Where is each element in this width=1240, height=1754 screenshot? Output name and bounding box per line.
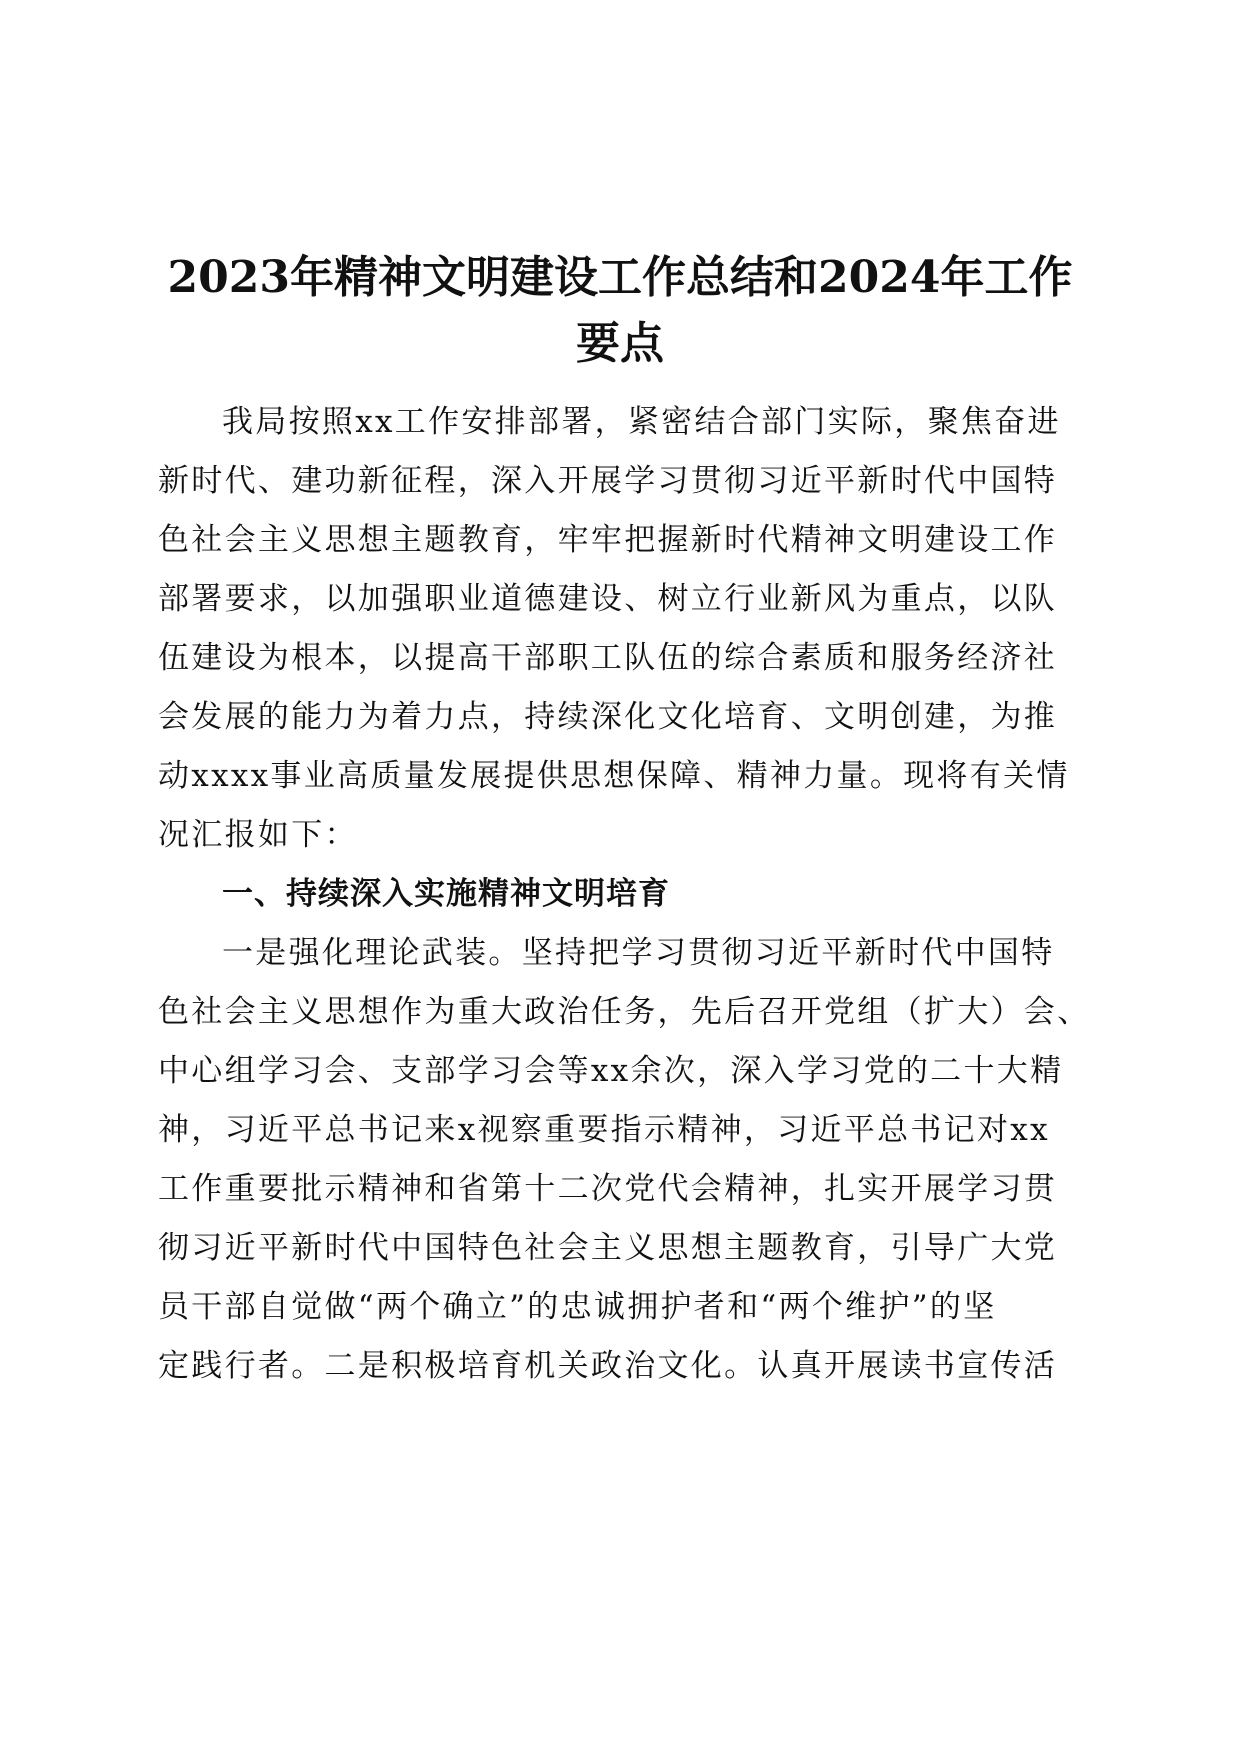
body-line-2: 色社会主义思想作为重大政治任务，先后召开党组（扩大）会、 <box>158 994 1091 1030</box>
body-line-5: 工作重要批示精神和省第十二次党代会精神，扎实开展学习贯 <box>158 1171 1058 1207</box>
document-title-line-1: 2023年精神文明建设工作总结和2024年工作 <box>167 252 1073 303</box>
intro-line-1: 我局按照xx工作安排部署，紧密结合部门实际，聚焦奋进 <box>222 404 1061 440</box>
intro-line-7: 动xxxx事业高质量发展提供思想保障、精神力量。现将有关情 <box>158 758 1070 794</box>
intro-line-2: 新时代、建功新征程，深入开展学习贯彻习近平新时代中国特 <box>158 463 1058 499</box>
body-line-6: 彻习近平新时代中国特色社会主义思想主题教育，引导广大党 <box>158 1230 1058 1266</box>
intro-line-5: 伍建设为根本，以提高干部职工队伍的综合素质和服务经济社 <box>158 640 1058 676</box>
intro-line-6: 会发展的能力为着力点，持续深化文化培育、文明创建，为推 <box>158 699 1058 735</box>
body-line-8: 定践行者。二是积极培育机关政治文化。认真开展读书宣传活 <box>158 1348 1058 1384</box>
body-line-3: 中心组学习会、支部学习会等xx余次，深入学习党的二十大精 <box>158 1053 1064 1089</box>
body-line-7: 员干部自觉做“两个确立”的忠诚拥护者和“两个维护”的坚 <box>158 1289 997 1325</box>
document-title-line-2: 要点 <box>576 318 664 369</box>
section-heading: 一、持续深入实施精神文明培育 <box>222 876 670 912</box>
intro-line-3: 色社会主义思想主题教育，牢牢把握新时代精神文明建设工作 <box>158 522 1058 558</box>
intro-line-8: 况汇报如下： <box>158 817 358 853</box>
body-line-4: 神，习近平总书记来x视察重要指示精神，习近平总书记对xx <box>158 1112 1050 1148</box>
body-line-1: 一是强化理论武装。坚持把学习贯彻习近平新时代中国特 <box>222 935 1055 971</box>
intro-line-4: 部署要求，以加强职业道德建设、树立行业新风为重点，以队 <box>158 581 1058 617</box>
